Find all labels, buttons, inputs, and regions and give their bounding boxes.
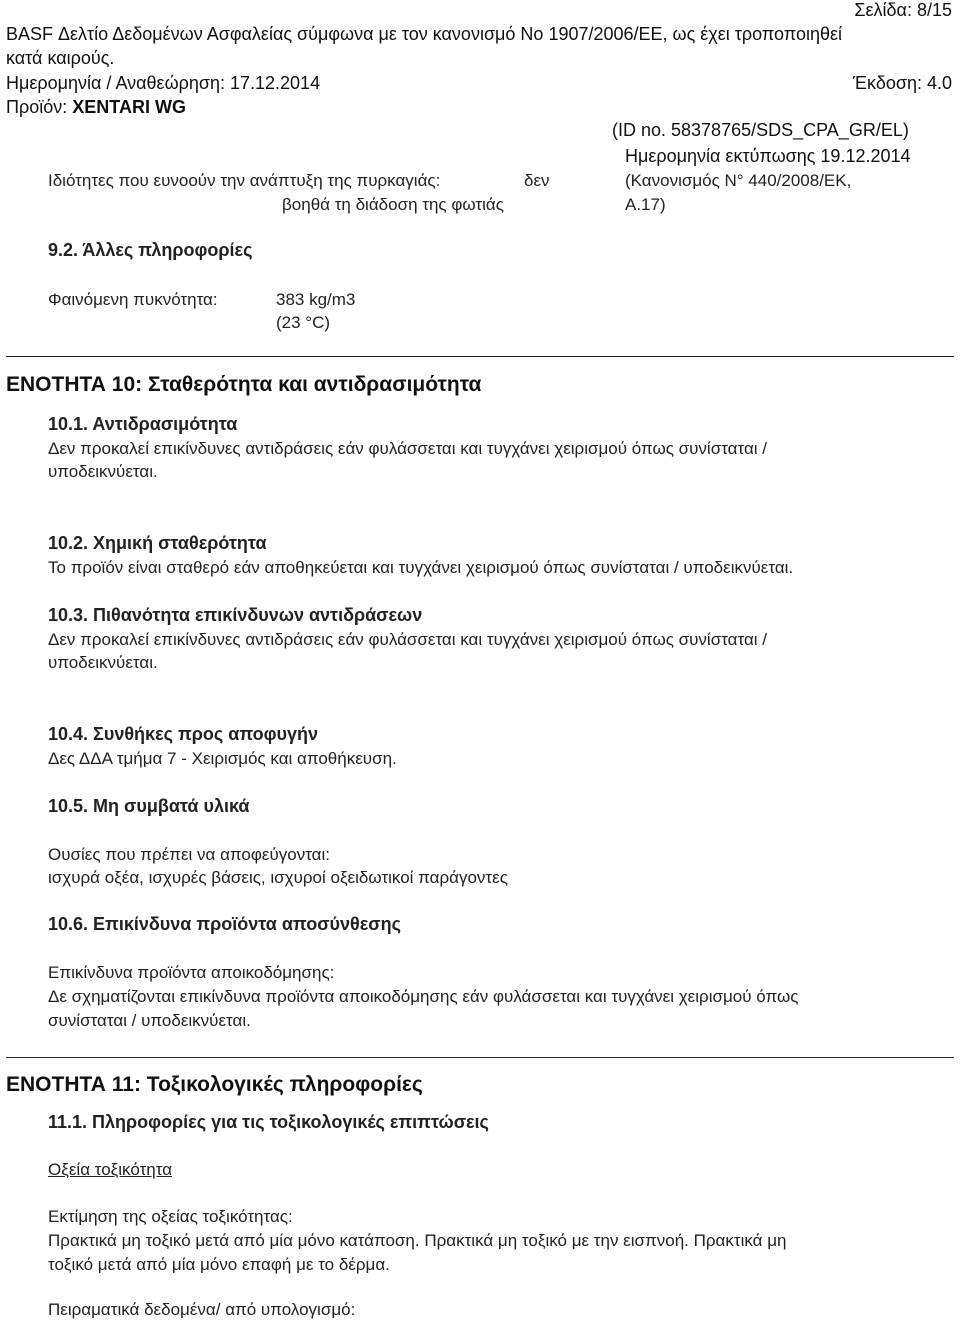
subsection-9-2-title: 9.2. Άλλες πληροφορίες: [48, 240, 253, 260]
fire-props-regulation-1: (Κανονισμός Ν° 440/2008/ΕΚ,: [625, 171, 852, 190]
experimental-data-label: Πειραματικά δεδομένα/ από υπολογισμό:: [48, 1300, 356, 1319]
conditions-avoid-text: Δες ΔΔΑ τμήμα 7 - Χειρισμός και αποθήκευση.: [48, 749, 397, 768]
subsection-11-1-title: 11.1. Πληροφορίες για τις τοξικολογικές επιπτώσεις: [48, 1112, 489, 1132]
fire-props-label: Ιδιότητες που ευνοούν την ανάπτυξη της πυρκαγιάς:: [48, 171, 441, 190]
product-label: Προϊόν:: [6, 97, 68, 117]
toxicity-estimate-text-1: Πρακτικά μη τοξικό μετά από μία μόνο κατάποση. Πρακτικά μη τοξικό με την εισπνοή. Πρακτικά μη: [48, 1231, 787, 1250]
decomposition-text-1: Δε σχηματίζονται επικίνδυνα προϊόντα αποικοδόμησης εάν φυλάσσεται και τυγχάνει χειρισμού όπως: [48, 987, 799, 1006]
revision-date: Ημερομηνία / Αναθεώρηση: 17.12.2014: [6, 73, 321, 93]
version: Έκδοση: 4.0: [852, 73, 952, 93]
reactivity-text-1: Δεν προκαλεί επικίνδυνες αντιδράσεις εάν φυλάσσεται και τυγχάνει χειρισμού όπως συνίσταται /: [48, 439, 768, 458]
fire-props-value-2: βοηθά τη διάδοση της φωτιάς: [282, 195, 504, 214]
acute-toxicity-heading: Οξεία τοξικότητα: [48, 1160, 173, 1179]
toxicity-estimate-label: Εκτίμηση της οξείας τοξικότητας:: [48, 1207, 293, 1226]
incompatible-label: Ουσίες που πρέπει να αποφεύγονται:: [48, 845, 331, 864]
document-title-line2: κατά καιρούς.: [6, 48, 115, 68]
chemical-stability-text: Το προϊόν είναι σταθερό εάν αποθηκεύεται και τυγχάνει χειρισμού όπως συνίσταται / υποδεικνύεται.: [48, 558, 794, 577]
product-name: XENTARI WG: [72, 97, 186, 117]
section-11-title: ΕΝΟΤΗΤΑ 11: Τοξικολογικές πληροφορίες: [6, 1073, 423, 1096]
print-date: Ημερομηνία εκτύπωσης 19.12.2014: [625, 146, 911, 166]
subsection-10-2-title: 10.2. Χημική σταθερότητα: [48, 533, 267, 553]
section-divider: [6, 356, 954, 357]
decomposition-text-2: συνίσταται / υποδεικνύεται.: [48, 1011, 251, 1030]
density-value: 383 kg/m3: [276, 290, 356, 309]
fire-props-value-1: δεν: [524, 171, 550, 190]
subsection-10-6-title: 10.6. Επικίνδυνα προϊόντα αποσύνθεσης: [48, 914, 401, 934]
reactivity-text-2: υποδεικνύεται.: [48, 462, 158, 481]
decomposition-label: Επικίνδυνα προϊόντα αποικοδόμησης:: [48, 963, 335, 982]
subsection-10-3-title: 10.3. Πιθανότητα επικίνδυνων αντιδράσεων: [48, 605, 423, 625]
document-title-line1: BASF Δελτίο Δεδομένων Ασφαλείας σύμφωνα με τον κανονισμό Νο 1907/2006/ΕΕ, ως έχει τροποποιηθεί: [6, 24, 843, 44]
subsection-10-5-title: 10.5. Μη συμβατά υλικά: [48, 796, 250, 816]
section-divider-2: [6, 1057, 954, 1058]
product-line: [6, 97, 186, 119]
density-temperature: (23 °C): [276, 313, 331, 332]
fire-props-regulation-2: A.17): [625, 195, 666, 214]
hazardous-reactions-text-1: Δεν προκαλεί επικίνδυνες αντιδράσεις εάν φυλάσσεται και τυγχάνει χειρισμού όπως συνίσταται /: [48, 630, 768, 649]
hazardous-reactions-text-2: υποδεικνύεται.: [48, 653, 158, 672]
incompatible-materials-text: ισχυρά οξέα, ισχυρές βάσεις, ισχυροί οξειδωτικοί παράγοντες: [48, 868, 508, 887]
toxicity-estimate-text-2: τοξικό μετά από μία μόνο επαφή με το δέρμα.: [48, 1255, 390, 1274]
density-label: Φαινόμενη πυκνότητα:: [48, 290, 218, 309]
subsection-10-1-title: 10.1. Αντιδρασιμότητα: [48, 414, 238, 434]
page-number: Σελίδα: 8/15: [854, 0, 952, 20]
id-number: (ID no. 58378765/SDS_CPA_GR/EL): [612, 120, 909, 140]
section-10-title: ΕΝΟΤΗΤΑ 10: Σταθερότητα και αντιδρασιμότητα: [6, 373, 482, 396]
subsection-10-4-title: 10.4. Συνθήκες προς αποφυγήν: [48, 724, 318, 744]
